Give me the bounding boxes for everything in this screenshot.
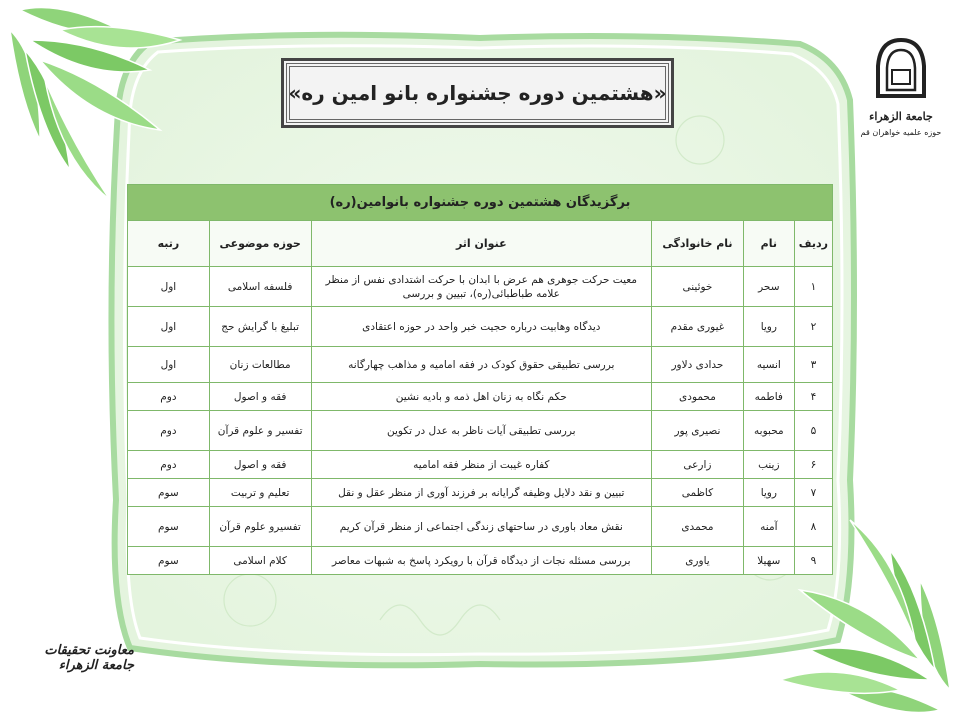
table-row [128, 479, 833, 507]
cell-field: تبلیغ با گرایش حج [209, 307, 311, 347]
cell-work-title: تبیین و نقد دلایل وظیفه گرایانه بر فرزند آوری از منظر عقل و نقل [311, 479, 652, 507]
cell-name: آمنه [743, 507, 794, 547]
cell-family: حدادی دلاور [652, 347, 744, 383]
cell-rank: دوم [128, 383, 210, 411]
header-row-number: ردیف [794, 221, 832, 267]
table-row [128, 547, 833, 575]
cell-field: تفسیرو علوم قرآن [209, 507, 311, 547]
cell-family: خوئینی [652, 267, 744, 307]
cell-work-title: بررسی تطبیقی حقوق کودک در فقه امامیه و مذاهب چهارگانه [311, 347, 652, 383]
cell-family: نصیری پور [652, 411, 744, 451]
signature-calligraphy: معاونت تحقیقات جامعة الزهراء [44, 643, 134, 673]
cell-name: سحر [743, 267, 794, 307]
cell-work-title: بررسی تطبیقی آیات ناظر به عدل در تکوین [311, 411, 652, 451]
cell-field: تفسیر و علوم قرآن [209, 411, 311, 451]
cell-row-number: ۱ [794, 267, 832, 307]
cell-name: انسیه [743, 347, 794, 383]
cell-rank: اول [128, 307, 210, 347]
table-row [128, 411, 833, 451]
table-row [128, 507, 833, 547]
cell-row-number: ۵ [794, 411, 832, 451]
cell-row-number: ۶ [794, 451, 832, 479]
title-banner [281, 58, 674, 128]
header-rank: رتبه [128, 221, 210, 267]
cell-rank: دوم [128, 451, 210, 479]
table-row [128, 307, 833, 347]
table-row [128, 451, 833, 479]
cell-rank: اول [128, 347, 210, 383]
cell-rank: سوم [128, 479, 210, 507]
logo-title: جامعة الزهراء [869, 110, 933, 123]
cell-rank: اول [128, 267, 210, 307]
header-family: نام خانوادگی [652, 221, 744, 267]
cell-name: محبوبه [743, 411, 794, 451]
table-header-row [128, 221, 833, 267]
cell-field: تعلیم و تربیت [209, 479, 311, 507]
cell-name: رویا [743, 307, 794, 347]
cell-name: زینب [743, 451, 794, 479]
logo-subtitle: حوزه علمیه خواهران قم [860, 128, 942, 137]
table-row [128, 267, 833, 307]
cell-rank: دوم [128, 411, 210, 451]
cell-field: فلسفه اسلامی [209, 267, 311, 307]
page-title: «هشتمین دوره جشنواره بانو امین ره» [288, 81, 667, 105]
cell-work-title: کفاره غیبت از منظر فقه امامیه [311, 451, 652, 479]
cell-name: رویا [743, 479, 794, 507]
cell-family: کاظمی [652, 479, 744, 507]
table-row [128, 347, 833, 383]
header-work-title: عنوان اثر [311, 221, 652, 267]
cell-work-title: دیدگاه وهابیت درباره حجیت خبر واحد در حوزه اعتقادی [311, 307, 652, 347]
cell-rank: سوم [128, 507, 210, 547]
cell-family: محمدی [652, 507, 744, 547]
cell-field: فقه و اصول [209, 451, 311, 479]
cell-row-number: ۳ [794, 347, 832, 383]
cell-field: کلام اسلامی [209, 547, 311, 575]
cell-family: زارعی [652, 451, 744, 479]
table-caption: برگزیدگان هشتمین دوره جشنواره بانوامین(ره) [128, 185, 833, 221]
cell-field: فقه و اصول [209, 383, 311, 411]
cell-rank: سوم [128, 547, 210, 575]
cell-field: مطالعات زنان [209, 347, 311, 383]
winners-table [127, 184, 833, 575]
cell-row-number: ۴ [794, 383, 832, 411]
cell-row-number: ۲ [794, 307, 832, 347]
cell-name: سهیلا [743, 547, 794, 575]
cell-work-title: بررسی مسئله نجات از دیدگاه قرآن با رویکرد پاسخ به شبهات معاصر [311, 547, 652, 575]
cell-family: یاوری [652, 547, 744, 575]
cell-name: فاطمه [743, 383, 794, 411]
cell-family: محمودی [652, 383, 744, 411]
cell-work-title: معیت حرکت جوهری هم عرض با ابدان با حرکت اشتدادی نفس از منظر علامه طباطبائی(ره)، تبیین و بررسی [311, 267, 652, 307]
cell-row-number: ۷ [794, 479, 832, 507]
cell-work-title: نقش معاد باوری در ساحتهای زندگی اجتماعی از منظر قرآن کریم [311, 507, 652, 547]
table-row [128, 383, 833, 411]
cell-row-number: ۹ [794, 547, 832, 575]
cell-work-title: حکم نگاه به زنان اهل ذمه و بادیه نشین [311, 383, 652, 411]
header-name: نام [743, 221, 794, 267]
cell-row-number: ۸ [794, 507, 832, 547]
cell-family: غیوری مقدم [652, 307, 744, 347]
header-field: حوزه موضوعی [209, 221, 311, 267]
